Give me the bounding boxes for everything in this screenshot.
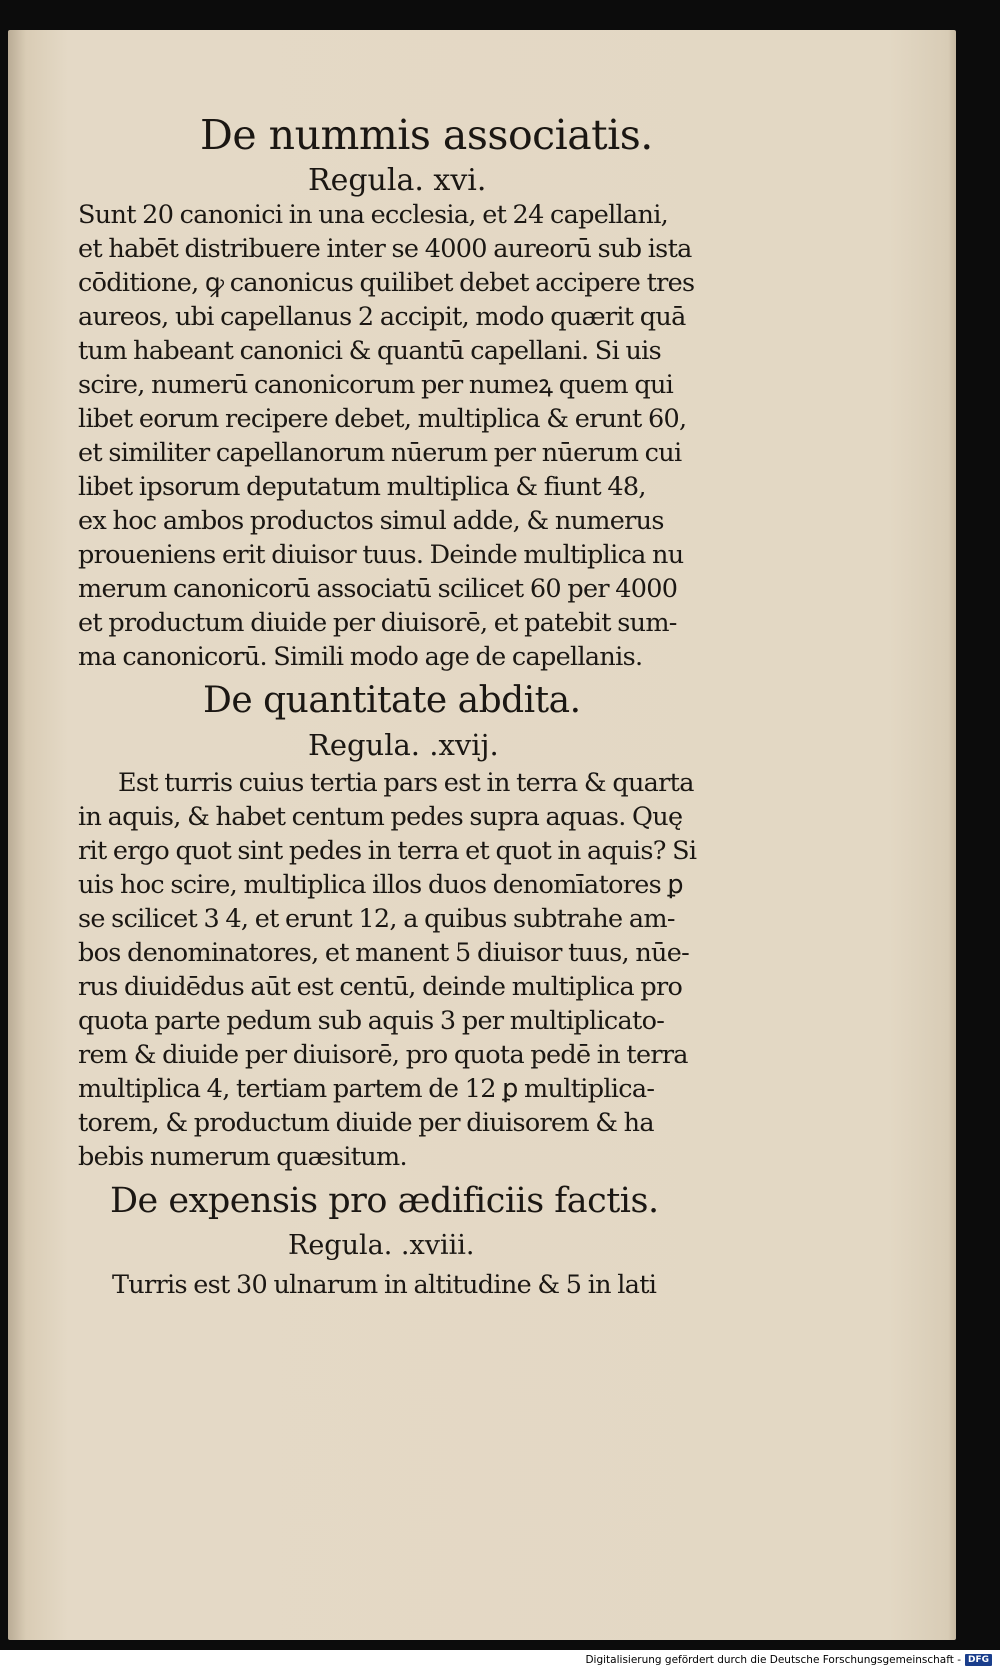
text-line: bos denominatores, et manent 5 diuisor tuus, nūe- [78,938,690,968]
text-line: aureos, ubi capellanus 2 accipit, modo quærit quā [78,302,686,332]
text-line: ex hoc ambos productos simul adde, & numerus [78,506,664,536]
text-line: in aquis, & habet centum pedes supra aquas. Quę [78,802,683,832]
section-title-2: De quantitate abdita. [203,680,581,721]
section-rule-3: Regula. .xviii. [288,1230,475,1261]
text-line: Sunt 20 canonici in una ecclesia, et 24 capellani, [78,200,669,230]
text-line: quota parte pedum sub aquis 3 per multiplicato- [78,1006,665,1036]
text-line: uis hoc scire, multiplica illos duos denomīatores ꝑ [78,870,683,900]
text-line: et productum diuide per diuisorē, et patebit sum- [78,608,677,638]
text-line: se scilicet 3 4, et erunt 12, a quibus subtrahe am- [78,904,675,934]
text-line: rem & diuide per diuisorē, pro quota pedē in terra [78,1040,688,1070]
text-line: ma canonicorū. Simili modo age de capellanis. [78,642,643,672]
text-line: Est turris cuius tertia pars est in terra & quarta [118,768,694,798]
section-title-1: De nummis associatis. [200,111,653,159]
text-line: scire, numerū canonicorum per numeꝝ quem qui [78,370,674,400]
section-rule-2: Regula. .xvij. [308,728,499,762]
text-line: proueniens erit diuisor tuus. Deinde multiplica nu [78,540,684,570]
text-line: libet ipsorum deputatum multiplica & fiunt 48, [78,472,646,502]
section-title-3: De expensis pro ædificiis factis. [110,1181,659,1221]
text-line: Turris est 30 ulnarum in altitudine & 5 in lati [112,1270,657,1300]
credit-text: Digitalisierung gefördert durch die Deutsche Forschungsgemeinschaft - [585,1654,961,1666]
text-line: merum canonicorū associatū scilicet 60 per 4000 [78,574,678,604]
text-line: et habēt distribuere inter se 4000 aureorū sub ista [78,234,692,264]
digitization-credit [585,1653,992,1667]
text-line: bebis numerum quæsitum. [78,1142,407,1172]
text-line: rus diuidēdus aūt est centū, deinde multiplica pro [78,972,683,1002]
text-line: torem, & productum diuide per diuisorem & ha [78,1108,654,1138]
text-line: rit ergo quot sint pedes in terra et quot in aquis? Si [78,836,697,866]
text-line: tum habeant canonici & quantū capellani. Si uis [78,336,662,366]
text-line: et similiter capellanorum nūerum per nūerum cui [78,438,682,468]
dfg-logo: DFG [965,1654,992,1666]
text-line: cōditione, ꝙ canonicus quilibet debet accipere tres [78,268,695,298]
text-line: multiplica 4, tertiam partem de 12 ꝑ multiplica- [78,1074,655,1104]
book-page [8,30,956,1640]
section-rule-1: Regula. xvi. [308,163,487,198]
text-line: libet eorum recipere debet, multiplica & erunt 60, [78,404,687,434]
